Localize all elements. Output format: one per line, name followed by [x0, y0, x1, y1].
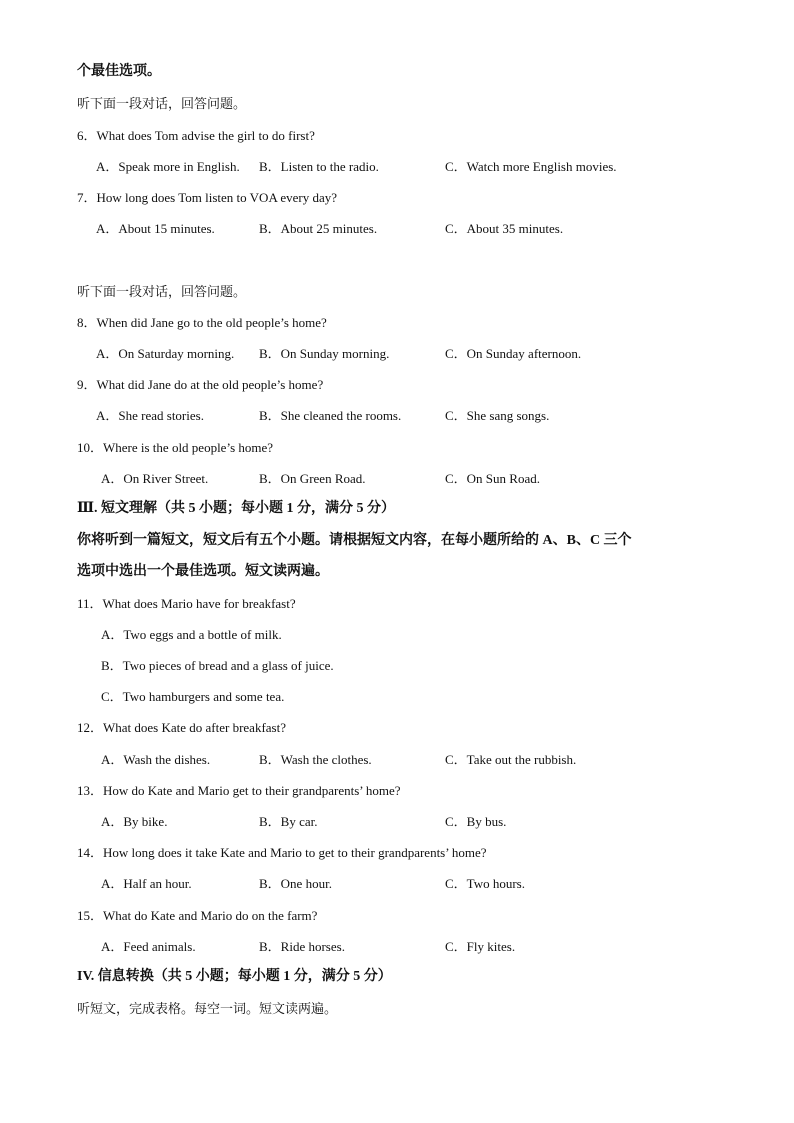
question-8: 8．When did Jane go to the old people’s home?	[77, 315, 327, 330]
section-3-heading: Ⅲ. 短文理解（共 5 小题；每小题 1 分，满分 5 分）	[77, 501, 396, 516]
q14-option-b[interactable]: B．One hour.	[259, 876, 332, 891]
q12-option-c[interactable]: C．Take out the rubbish.	[445, 752, 577, 767]
q11-option-b[interactable]: B．Two pieces of bread and a glass of juice.	[101, 658, 334, 673]
q15-option-a[interactable]: A．Feed animals.	[101, 939, 196, 954]
q8-option-c[interactable]: C．On Sunday afternoon.	[445, 346, 582, 361]
q9-option-b[interactable]: B．She cleaned the rooms.	[259, 408, 402, 423]
q12-option-a[interactable]: A．Wash the dishes.	[101, 752, 211, 767]
question-7: 7．How long does Tom listen to VOA every day?	[77, 190, 338, 205]
question-13: 13．How do Kate and Mario get to their grandparents’ home?	[77, 783, 401, 798]
q14-option-a[interactable]: A．Half an hour.	[101, 876, 192, 891]
section-3-instruction-line-1: 你将听到一篇短文，短文后有五个小题。请根据短文内容，在每小题所给的 A、B、C 三个	[77, 533, 632, 548]
q14-option-c[interactable]: C．Two hours.	[445, 876, 525, 891]
q10-option-c[interactable]: C．On Sun Road.	[445, 471, 540, 486]
q9-option-c[interactable]: C．She sang songs.	[445, 408, 550, 423]
q13-option-b[interactable]: B．By car.	[259, 814, 318, 829]
q7-option-c[interactable]: C．About 35 minutes.	[445, 221, 564, 236]
q6-option-c[interactable]: C．Watch more English movies.	[445, 159, 617, 174]
q13-option-a[interactable]: A．By bike.	[101, 814, 168, 829]
q15-option-c[interactable]: C．Fly kites.	[445, 939, 516, 954]
q7-option-a[interactable]: A．About 15 minutes.	[96, 221, 215, 236]
q6-option-a[interactable]: A．Speak more in English.	[96, 159, 240, 174]
q13-option-c[interactable]: C．By bus.	[445, 814, 507, 829]
q9-option-a[interactable]: A．She read stories.	[96, 408, 204, 423]
question-11: 11．What does Mario have for breakfast?	[77, 596, 296, 611]
q12-option-b[interactable]: B．Wash the clothes.	[259, 752, 372, 767]
section-4-heading: IV. 信息转换（共 5 小题；每小题 1 分，满分 5 分）	[77, 969, 392, 984]
q15-option-b[interactable]: B．Ride horses.	[259, 939, 345, 954]
q7-option-b[interactable]: B．About 25 minutes.	[259, 221, 378, 236]
section-4-instruction: 听短文，完成表格。每空一词。短文读两遍。	[77, 1001, 338, 1016]
q6-option-b[interactable]: B．Listen to the radio.	[259, 159, 379, 174]
question-6: 6．What does Tom advise the girl to do first?	[77, 128, 315, 143]
question-14: 14．How long does it take Kate and Mario to get to their grandparents’ home?	[77, 845, 487, 860]
q11-option-c[interactable]: C．Two hamburgers and some tea.	[101, 689, 285, 704]
question-12: 12．What does Kate do after breakfast?	[77, 720, 286, 735]
question-9: 9．What did Jane do at the old people’s home?	[77, 377, 324, 392]
question-15: 15．What do Kate and Mario do on the farm?	[77, 908, 318, 923]
q10-option-b[interactable]: B．On Green Road.	[259, 471, 366, 486]
q8-option-a[interactable]: A．On Saturday morning.	[96, 346, 235, 361]
dialogue-b-instruction: 听下面一段对话，回答问题。	[77, 284, 247, 299]
q8-option-b[interactable]: B．On Sunday morning.	[259, 346, 390, 361]
intro-tail: 个最佳选项。	[77, 64, 161, 79]
dialogue-a-instruction: 听下面一段对话，回答问题。	[77, 96, 247, 111]
q11-option-a[interactable]: A．Two eggs and a bottle of milk.	[101, 627, 282, 642]
q10-option-a[interactable]: A．On River Street.	[101, 471, 209, 486]
section-3-instruction-line-2: 选项中选出一个最佳选项。短文读两遍。	[77, 564, 329, 579]
question-10: 10．Where is the old people’s home?	[77, 440, 274, 455]
